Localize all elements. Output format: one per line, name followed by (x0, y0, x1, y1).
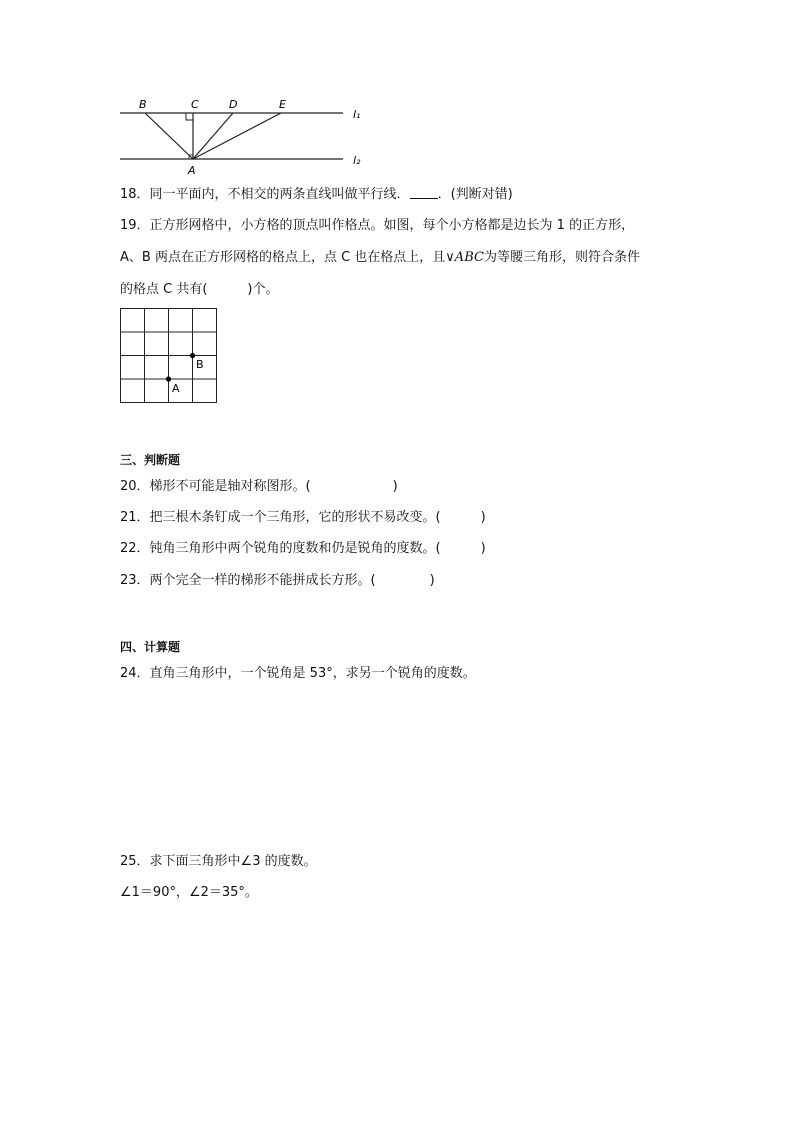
question-19-line-1: 19．正方形网格中，小方格的顶点叫作格点。如图，每个小方格都是边长为 1 的正方形， (120, 218, 635, 233)
point-b-label: B (196, 358, 204, 371)
right-angle-mark (186, 113, 193, 120)
question-21 (120, 509, 486, 527)
label-a: A (188, 164, 196, 177)
q18-number: 18． (120, 187, 150, 202)
label-b: B (139, 98, 147, 111)
parallel-lines-figure (115, 94, 385, 178)
question-19-line-2 (120, 249, 640, 267)
question-23 (120, 572, 435, 590)
parallel-lines-svg (115, 94, 385, 178)
label-l2: l₂ (353, 154, 361, 167)
q18-text-before: 同一平面内，不相交的两条直线叫做平行线． (149, 187, 410, 202)
q19-line3-after: )个。 (247, 282, 279, 297)
q21-close: ) (480, 510, 486, 525)
triangle-abc-symbol: ∨ABC (445, 250, 484, 265)
q19-line2-before: A、B 两点在正方形网格的格点上，点 C 也在格点上，且 (120, 250, 446, 265)
q21-text: 21．把三根木条钉成一个三角形，它的形状不易改变。( (120, 510, 441, 525)
question-25: 25．求下面三角形中∠3 的度数。 (120, 854, 317, 869)
point-a (166, 376, 171, 381)
grid-svg (118, 306, 222, 406)
question-22 (120, 540, 486, 558)
label-e: E (279, 98, 286, 111)
q20-close: ) (392, 479, 398, 494)
question-25-given: ∠1＝90°，∠2＝35°。 (120, 885, 258, 900)
grid-lines (121, 309, 217, 403)
q22-text: 22．钝角三角形中两个锐角的度数和仍是锐角的度数。( (120, 541, 441, 556)
q20-text: 20．梯形不可能是轴对称图形。( (120, 479, 311, 494)
point-b (190, 353, 195, 358)
q22-close: ) (480, 541, 486, 556)
q19-line3-before: 的格点 C 共有( (120, 282, 208, 297)
q18-text-after: ．(判断对错) (437, 187, 513, 202)
q23-text: 23．两个完全一样的梯形不能拼成长方形。( (120, 573, 376, 588)
label-c: C (191, 98, 199, 111)
section-4-title: 四、计算题 (120, 640, 181, 654)
label-l1: l₁ (353, 108, 361, 121)
label-d: D (229, 98, 238, 111)
question-18 (120, 186, 513, 204)
grid-figure (118, 306, 222, 406)
q19-line2-after: 为等腰三角形，则符合条件 (483, 250, 640, 265)
question-20 (120, 478, 398, 496)
question-19-line-3 (120, 281, 279, 299)
segment-ae (193, 113, 281, 159)
q18-answer-blank[interactable] (410, 186, 438, 199)
point-a-label: A (172, 382, 180, 395)
question-24: 24．直角三角形中，一个锐角是 53°，求另一个锐角的度数。 (120, 666, 476, 681)
segment-ad (193, 113, 233, 159)
section-3-title: 三、判断题 (120, 453, 181, 467)
q23-close: ) (429, 573, 435, 588)
